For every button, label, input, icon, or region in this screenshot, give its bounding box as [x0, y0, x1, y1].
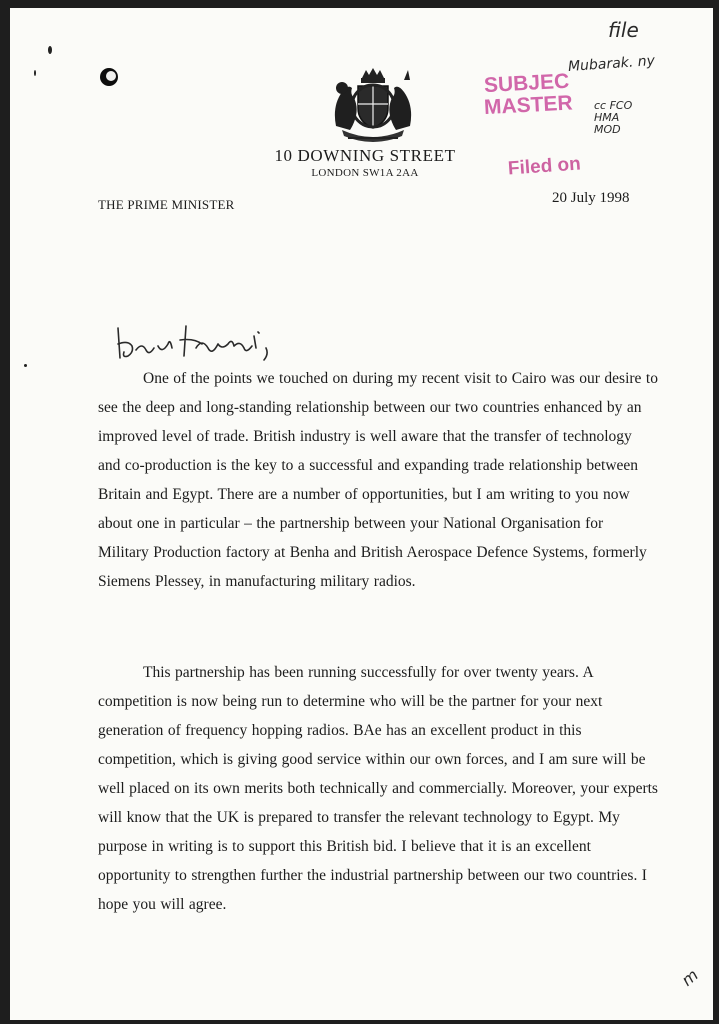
- annotation-cc-fco: cc FCO: [594, 99, 633, 112]
- body-paragraph-1: One of the points we touched on during my recent visit to Cairo was our desire to see the deep and long-standing relationship between our two countries enhanced by an improved level of trade. British industry is well aware that the transfer of technology and co-production is the key to a successful and expanding trade relationship between Britain and Egypt. There are a number of opportunities, but I am writing to you now about one in particular – the partnership between your National Organisation for Military Production factory at Benha and British Aerospace Defence Systems, formerly Siemens Plessey, in manufacturing military radios.: [98, 370, 658, 590]
- letterhead-address: [230, 146, 500, 179]
- body-paragraph-2: This partnership has been running successfully for over twenty years. A competition is now being run to determine who will be the partner for your next generation of frequency hopping radios. BAe has an excellent product in this competition, which is giving good service within our own forces, and I am sure will be well placed on its own merits both technically and commercially. Moreover, your experts will know that the UK is prepared to transfer the relevant technology to Egypt. My purpose in writing is to support this British bid. I believe that it is an excellent opportunity to strengthen further the industrial partnership between our two countries. I hope you will agree.: [98, 664, 658, 913]
- subject-master-stamp: [483, 69, 604, 202]
- letter-page: [10, 8, 713, 1020]
- stamp-line-subject: SUBJEC: [483, 69, 570, 98]
- punch-hole-icon: [98, 66, 120, 88]
- annotation-initial: m: [677, 965, 702, 990]
- annotation-file: file: [608, 18, 639, 42]
- scan-speck: [24, 364, 27, 367]
- address-city: LONDON SW1A 2AA: [311, 167, 419, 179]
- scan-speck: [34, 70, 36, 76]
- handwritten-salutation-icon: [112, 314, 302, 370]
- address-street: 10 DOWNING STREET: [274, 146, 456, 165]
- stamp-line-master: MASTER: [483, 91, 574, 120]
- royal-crest-icon: [328, 64, 418, 146]
- stamp-filed-on: Filed on: [507, 153, 582, 180]
- sender-title: THE PRIME MINISTER: [98, 197, 235, 212]
- letter-date: 20 July 1998: [552, 190, 630, 206]
- annotation-cc-hma: HMA: [594, 111, 620, 124]
- scan-speck: [48, 46, 52, 54]
- annotation-reference: Mubarak. ny: [567, 52, 656, 76]
- annotation-cc-mod: MOD: [594, 123, 621, 136]
- annotation-copies: [594, 100, 632, 136]
